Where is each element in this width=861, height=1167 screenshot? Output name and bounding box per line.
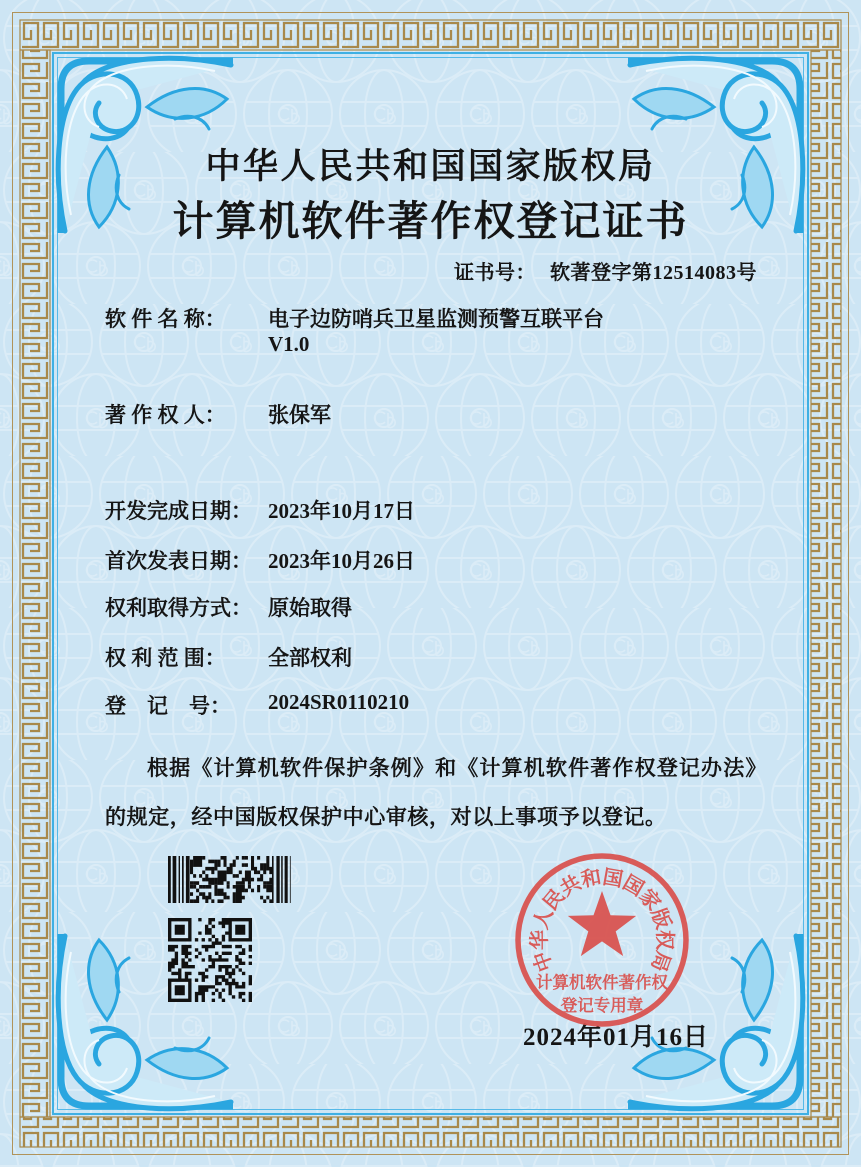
svg-text:局: 局 [646, 947, 675, 975]
svg-text:共: 共 [556, 871, 586, 901]
field-registration-number [105, 690, 410, 720]
official-seal [492, 830, 712, 1050]
field-label: 著 作 权 人： [105, 403, 226, 427]
qr-code [168, 918, 252, 1002]
field-value: 电子边防哨兵卫星监测预警互联平台 [268, 307, 604, 331]
field-first-publish-date [105, 545, 415, 575]
field-dev-complete-date [105, 495, 415, 525]
svg-text:中: 中 [529, 947, 558, 975]
svg-text:和: 和 [579, 866, 604, 892]
seal-line2: 登记专用章 [560, 996, 644, 1015]
certificate-number-line [454, 256, 757, 285]
field-value: 2023年10月17日 [268, 499, 415, 523]
svg-text:国: 国 [600, 866, 625, 892]
certificate-number-value: 软著登字第12514083号 [550, 262, 757, 284]
certificate-number-label: 证书号： [454, 262, 536, 284]
field-label: 首次发表日期： [105, 549, 252, 573]
field-value: 2024SR0110210 [268, 690, 410, 714]
star-icon [568, 891, 636, 956]
issuing-authority-title: 中华人民共和国国家版权局 [205, 147, 656, 186]
field-rights-scope [105, 642, 352, 672]
software-version: V1.0 [268, 332, 310, 356]
svg-text:华: 华 [529, 930, 551, 950]
field-label: 登 记 号： [105, 694, 231, 718]
svg-text:国: 国 [618, 871, 648, 901]
certificate-title: 计算机软件著作权登记证书 [172, 198, 689, 244]
svg-text:人: 人 [529, 905, 558, 933]
field-software-name [105, 303, 604, 333]
svg-text:版: 版 [646, 905, 675, 933]
issue-date: 2024年01月16日 [523, 1024, 710, 1051]
field-acquisition-method [105, 592, 352, 622]
field-value: 全部权利 [268, 646, 352, 670]
field-label: 软 件 名 称： [105, 307, 226, 331]
field-label: 权利取得方式： [105, 596, 252, 620]
registration-statement: 根据《计算机软件保护条例》和《计算机软件著作权登记办法》的规定，经中国版权保护中心审核，对以上事项予以登记。 [105, 756, 767, 829]
field-value: 张保军 [268, 403, 331, 427]
field-value: 原始取得 [268, 596, 352, 620]
svg-text:家: 家 [634, 885, 665, 915]
field-copyright-owner [105, 399, 331, 429]
seal-line1: 计算机软件著作权 [536, 973, 668, 992]
field-value: 2023年10月26日 [268, 549, 415, 573]
field-label: 开发完成日期： [105, 499, 252, 523]
field-label: 权 利 范 围： [105, 646, 226, 670]
svg-text:权: 权 [653, 930, 675, 950]
svg-text:民: 民 [539, 885, 570, 915]
barcode [168, 856, 296, 903]
